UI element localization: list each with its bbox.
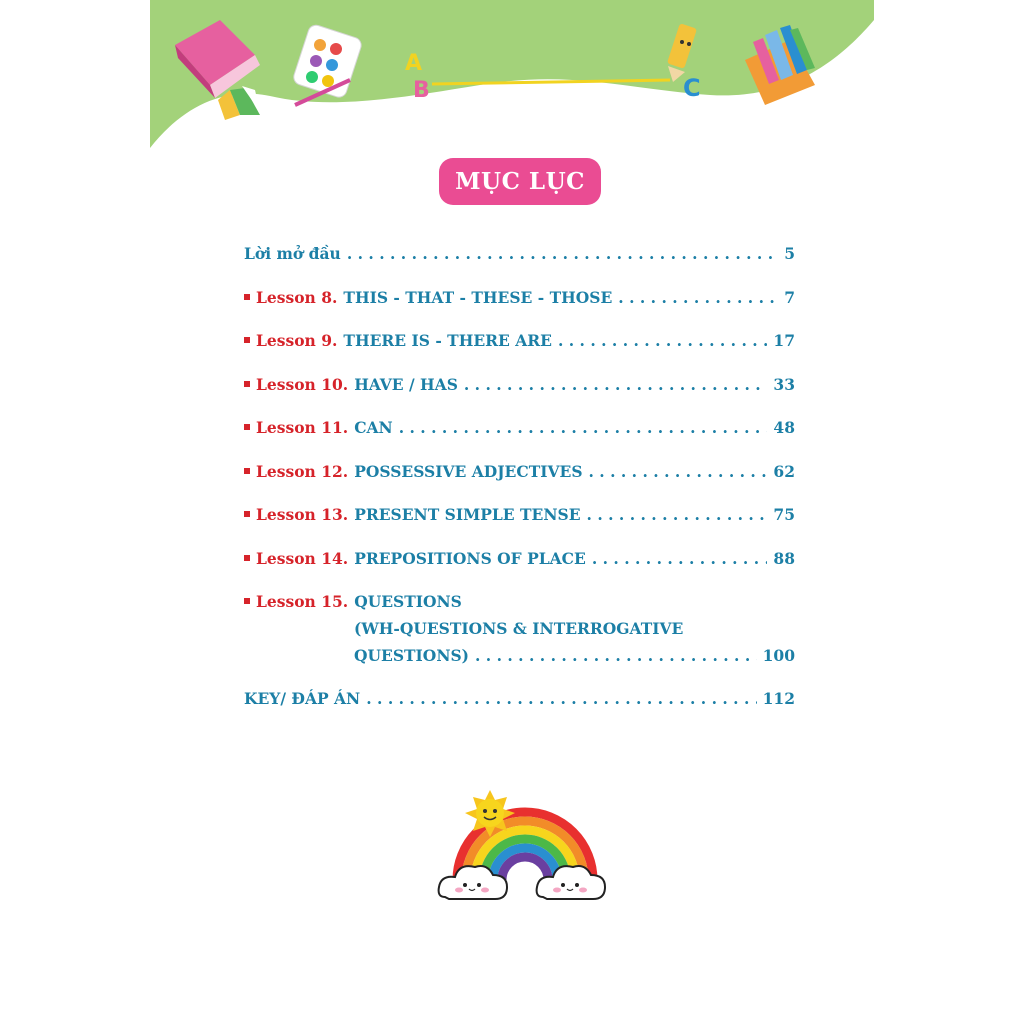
lesson-label: Lesson 8. <box>256 288 338 307</box>
lesson-topic: PRESENT SIMPLE TENSE <box>354 505 581 524</box>
lesson-page: 17 <box>773 331 795 350</box>
title-pill <box>439 158 601 205</box>
toc-row-lesson-13[interactable] <box>244 505 795 524</box>
dot-leader <box>464 375 768 394</box>
lesson-15-topic-line-3-row[interactable] <box>354 646 795 665</box>
lesson-topic: CAN <box>354 418 393 437</box>
dot-leader <box>558 331 767 350</box>
lesson-label: Lesson 11. <box>256 418 349 437</box>
lesson-topic: THIS - THAT - THESE - THOSE <box>343 288 613 307</box>
toc-row-lesson-11[interactable] <box>244 418 795 437</box>
toc-row-lesson-8[interactable] <box>244 288 795 307</box>
lesson-label: Lesson 15. <box>256 592 349 611</box>
lesson-15-topic-line-2: (WH-QUESTIONS & INTERROGATIVE <box>354 619 684 638</box>
bullet-icon <box>244 511 250 517</box>
toc-row-lesson-15[interactable] <box>244 592 795 611</box>
lesson-topic: HAVE / HAS <box>354 375 458 394</box>
toc-preface-page: 5 <box>784 244 795 263</box>
toc-key-label: KEY/ ĐÁP ÁN <box>244 689 361 708</box>
lesson-page: 75 <box>773 505 795 524</box>
lesson-page: 48 <box>773 418 795 437</box>
lesson-topic: PREPOSITIONS OF PLACE <box>354 549 586 568</box>
toc-row-lesson-12[interactable] <box>244 462 795 481</box>
bullet-icon <box>244 294 250 300</box>
lesson-page: 62 <box>773 462 795 481</box>
bullet-icon <box>244 424 250 430</box>
lesson-label: Lesson 10. <box>256 375 349 394</box>
lesson-page: 100 <box>762 646 795 665</box>
dot-leader <box>399 418 768 437</box>
toc-row-preface[interactable] <box>244 244 795 263</box>
lesson-topic: THERE IS - THERE ARE <box>343 331 552 350</box>
lesson-label: Lesson 9. <box>256 331 338 350</box>
lesson-label: Lesson 13. <box>256 505 349 524</box>
lesson-topic-line-1: QUESTIONS <box>354 592 462 611</box>
toc-row-lesson-14[interactable] <box>244 549 795 568</box>
letter-c-icon: C <box>683 74 701 102</box>
dot-leader <box>592 549 768 568</box>
dot-leader <box>347 244 778 263</box>
dot-leader <box>475 646 757 665</box>
lesson-topic: POSSESSIVE ADJECTIVES <box>354 462 583 481</box>
lesson-topic-line-3: QUESTIONS) <box>354 646 470 665</box>
lesson-page: 33 <box>773 375 795 394</box>
bullet-icon <box>244 555 250 561</box>
lesson-page: 88 <box>773 549 795 568</box>
bullet-icon <box>244 337 250 343</box>
toc-row-key[interactable] <box>244 689 795 708</box>
toc-row-lesson-10[interactable] <box>244 375 795 394</box>
toc-preface-label: Lời mở đầu <box>244 244 341 263</box>
bullet-icon <box>244 598 250 604</box>
rainbow-illustration <box>435 785 615 910</box>
lesson-label: Lesson 12. <box>256 462 349 481</box>
letter-b-icon: B <box>413 78 430 103</box>
header-illustration <box>150 0 874 150</box>
toc-row-lesson-9[interactable] <box>244 331 795 350</box>
letter-a-icon: A <box>405 51 423 76</box>
page-title: MỤC LỤC <box>455 168 585 195</box>
book-page <box>150 0 874 1024</box>
bullet-icon <box>244 468 250 474</box>
dot-leader <box>618 288 778 307</box>
dot-leader <box>366 689 756 708</box>
dot-leader <box>587 505 768 524</box>
bullet-icon <box>244 381 250 387</box>
dot-leader <box>589 462 768 481</box>
toc-key-page: 112 <box>762 689 795 708</box>
lesson-label: Lesson 14. <box>256 549 349 568</box>
lesson-page: 7 <box>784 288 795 307</box>
